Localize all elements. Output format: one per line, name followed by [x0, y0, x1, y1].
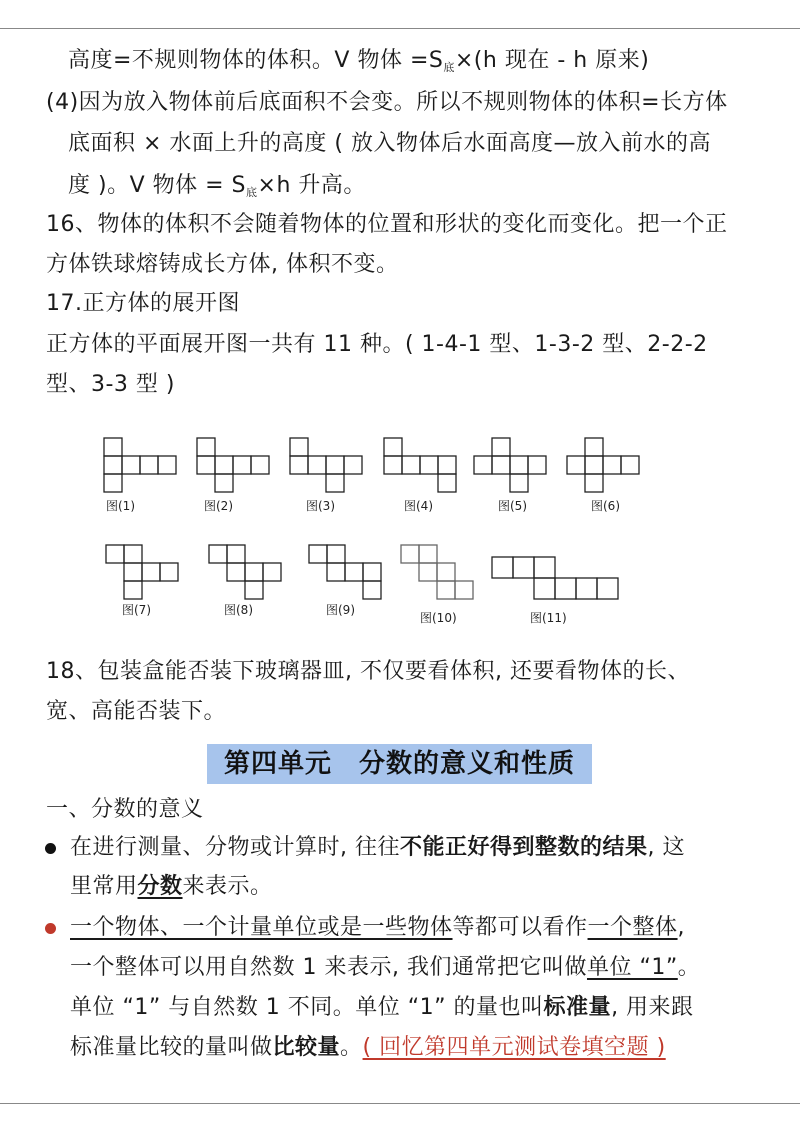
cube-net-7 [106, 545, 178, 599]
cube-net-3 [290, 438, 362, 492]
bottom-rule [0, 1103, 800, 1104]
recall-note: ( 回忆第四单元测试卷填空题 ) [362, 1035, 666, 1060]
text-line-3: 底面积 × 水面上升的高度 ( 放入物体后水面高度—放入前水的高 [68, 131, 711, 156]
cube-net-11 [492, 557, 618, 599]
cube-net-2 [197, 438, 269, 492]
cube-net-9 [309, 545, 381, 599]
cube-net-6 [567, 438, 639, 492]
net-label-8: 图(8) [224, 603, 253, 617]
net-label-3: 图(3) [306, 499, 335, 513]
text-line-6: 方体铁球熔铸成长方体, 体积不变。 [46, 252, 399, 277]
text-line-8: 正方体的平面展开图一共有 11 种。( 1-4-1 型、1-3-2 型、2-2-2 [46, 332, 708, 357]
net-label-5: 图(5) [498, 499, 527, 513]
text-line-9: 型、3-3 型 ) [46, 372, 176, 397]
bullet-2-line-2: 一个整体可以用自然数 1 来表示, 我们通常把它叫做单位 “1”。 [70, 955, 701, 980]
net-label-1: 图(1) [106, 499, 135, 513]
bullet-2-line-4: 标准量比较的量叫做比较量。( 回忆第四单元测试卷填空题 ) [70, 1035, 666, 1060]
bullet-black-dot [45, 843, 56, 854]
subheading: 一、分数的意义 [46, 797, 204, 822]
net-label-11: 图(11) [530, 611, 567, 625]
text-line-5: 16、物体的体积不会随着物体的位置和形状的变化而变化。把一个正 [46, 212, 728, 237]
cube-net-8 [209, 545, 281, 599]
cube-net-4 [384, 438, 456, 492]
text-line-1: 高度=不规则物体的体积。V 物体 $=S_底\times(h$ 现在 - h 原来) [68, 48, 650, 74]
cube-net-1 [104, 438, 176, 492]
cube-net-5 [474, 438, 546, 492]
text-line-10: 18、包装盒能否装下玻璃器皿, 不仅要看体积, 还要看物体的长、 [46, 659, 690, 684]
text-line-7: 17.正方体的展开图 [46, 291, 240, 316]
net-label-10: 图(10) [420, 611, 457, 625]
net-label-2: 图(2) [204, 499, 233, 513]
net-label-7: 图(7) [122, 603, 151, 617]
text-line-2: (4)因为放入物体前后底面积不会变。所以不规则物体的体积=长方体 [46, 90, 728, 115]
net-label-9: 图(9) [326, 603, 355, 617]
bullet-1-line-2: 里常用分数来表示。 [70, 874, 273, 899]
text-line-11: 宽、高能否装下。 [46, 699, 227, 724]
section-title-banner: 第四单元 分数的意义和性质 [207, 744, 592, 784]
bullet-2-line-3: 单位 “1” 与自然数 1 不同。单位 “1” 的量也叫标准量, 用来跟 [70, 995, 694, 1020]
net-label-4: 图(4) [404, 499, 433, 513]
bullet-2-line-1: 一个物体、一个计量单位或是一些物体等都可以看作一个整体, [70, 915, 686, 940]
bullet-1-line-1: 在进行测量、分物或计算时, 往往不能正好得到整数的结果, 这 [70, 835, 686, 860]
bullet-red-dot [45, 923, 56, 934]
net-label-6: 图(6) [591, 499, 620, 513]
cube-net-10 [401, 545, 473, 599]
text-line-4: 度 )。V 物体 = $S_底\times h$ 升高。 [68, 173, 366, 199]
